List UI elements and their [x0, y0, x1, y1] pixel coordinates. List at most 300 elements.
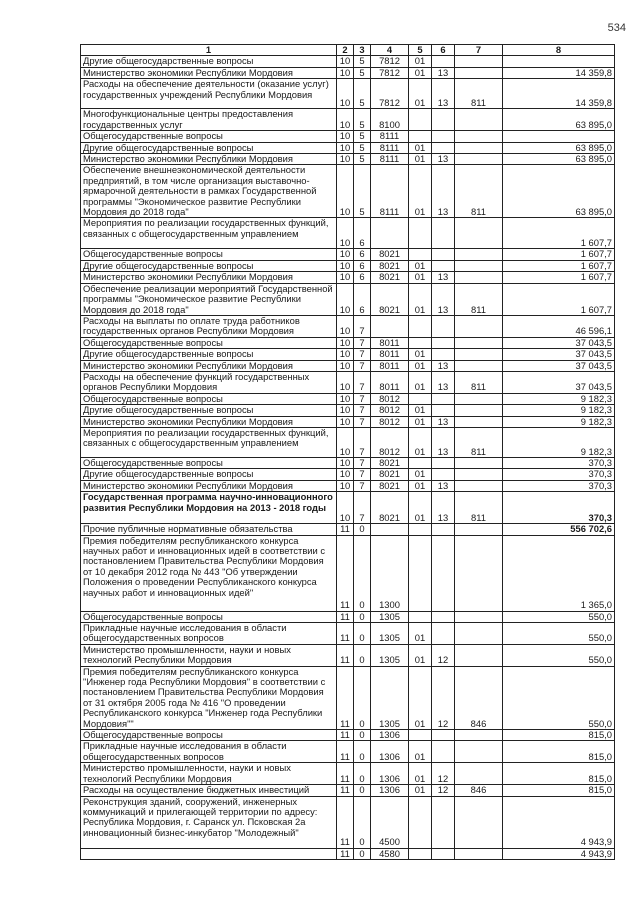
row-col5 — [409, 848, 432, 859]
row-col5 — [409, 337, 432, 348]
row-csr: 1306 — [371, 741, 409, 763]
row-rz: 11 — [337, 741, 354, 763]
row-name: Министерство экономики Республики Мордовия — [81, 67, 337, 78]
row-rz: 10 — [337, 249, 354, 260]
row-csr: 1306 — [371, 763, 409, 785]
row-csr: 4500 — [371, 796, 409, 848]
row-col6: 12 — [432, 666, 455, 729]
table-row — [81, 260, 615, 271]
budget-table — [80, 44, 615, 860]
row-csr: 8012 — [371, 393, 409, 404]
row-vr — [455, 644, 503, 666]
row-col6 — [432, 393, 455, 404]
row-pr: 0 — [354, 666, 371, 729]
row-col6 — [432, 457, 455, 468]
row-csr: 1305 — [371, 666, 409, 729]
row-pr: 6 — [354, 260, 371, 271]
row-pr: 6 — [354, 218, 371, 249]
row-col6: 13 — [432, 283, 455, 315]
row-csr: 8021 — [371, 469, 409, 480]
row-col5 — [409, 249, 432, 260]
row-col5: 01 — [409, 416, 432, 427]
row-pr: 0 — [354, 730, 371, 741]
row-col5: 01 — [409, 427, 432, 457]
table-row — [81, 109, 615, 131]
row-pr: 5 — [354, 142, 371, 153]
row-col6: 13 — [432, 492, 455, 524]
row-col6 — [432, 469, 455, 480]
row-pr: 0 — [354, 848, 371, 859]
row-col5: 01 — [409, 260, 432, 271]
row-vr — [455, 67, 503, 78]
row-name — [81, 848, 337, 859]
row-rz: 10 — [337, 469, 354, 480]
row-name: Реконструкция зданий, сооружений, инженерных коммуникаций и прилегающей территории по адресу: Республика Мордовия, г. Саранск ул. Псковская 2а инновационный бизнес-инкубатор "Молодежный" — [81, 796, 337, 848]
table-row — [81, 405, 615, 416]
row-rz: 11 — [337, 623, 354, 645]
row-col5: 01 — [409, 360, 432, 371]
row-amount: 37 043,5 — [503, 371, 615, 393]
table-row — [81, 349, 615, 360]
row-col5 — [409, 131, 432, 142]
table-row — [81, 67, 615, 78]
row-rz: 10 — [337, 56, 354, 67]
row-col5 — [409, 535, 432, 611]
row-name: Министерство экономики Республики Мордовия — [81, 360, 337, 371]
row-vr — [455, 480, 503, 491]
row-vr: 811 — [455, 427, 503, 457]
row-amount: 4 943,9 — [503, 848, 615, 859]
row-vr — [455, 730, 503, 741]
row-col5 — [409, 796, 432, 848]
row-vr — [455, 349, 503, 360]
row-vr: 811 — [455, 165, 503, 218]
table-row — [81, 535, 615, 611]
table-row — [81, 371, 615, 393]
row-name: Общегосударственные вопросы — [81, 611, 337, 622]
row-rz: 11 — [337, 524, 354, 535]
row-amount: 370,3 — [503, 469, 615, 480]
row-amount — [503, 56, 615, 67]
row-pr: 5 — [354, 154, 371, 165]
row-rz: 10 — [337, 405, 354, 416]
row-rz: 10 — [337, 427, 354, 457]
row-col5: 01 — [409, 644, 432, 666]
row-csr: 8021 — [371, 480, 409, 491]
table-row — [81, 142, 615, 153]
row-vr — [455, 337, 503, 348]
table-row — [81, 416, 615, 427]
row-amount: 1 607,7 — [503, 283, 615, 315]
row-rz: 10 — [337, 492, 354, 524]
row-csr: 7812 — [371, 56, 409, 67]
row-name: Обеспечение реализации мероприятий Государственной программы "Экономическое развитие Республики Мордовия до 2018 года" — [81, 283, 337, 315]
row-amount: 46 596,1 — [503, 315, 615, 337]
row-rz: 10 — [337, 154, 354, 165]
row-vr — [455, 457, 503, 468]
row-vr: 811 — [455, 371, 503, 393]
row-name: Расходы на обеспечение функций государственных органов Республики Мордовия — [81, 371, 337, 393]
row-col6 — [432, 315, 455, 337]
table-row — [81, 666, 615, 729]
row-rz: 10 — [337, 272, 354, 283]
row-pr: 6 — [354, 283, 371, 315]
row-pr: 0 — [354, 611, 371, 622]
row-amount: 1 607,7 — [503, 272, 615, 283]
row-col5: 01 — [409, 785, 432, 796]
row-amount: 815,0 — [503, 763, 615, 785]
row-amount: 815,0 — [503, 741, 615, 763]
row-csr: 7812 — [371, 67, 409, 78]
row-col6 — [432, 730, 455, 741]
table-row — [81, 131, 615, 142]
row-col5 — [409, 218, 432, 249]
row-col6 — [432, 524, 455, 535]
row-rz: 11 — [337, 848, 354, 859]
row-amount: 9 182,3 — [503, 427, 615, 457]
row-vr — [455, 416, 503, 427]
row-rz: 10 — [337, 260, 354, 271]
table-row — [81, 848, 615, 859]
row-amount: 370,3 — [503, 480, 615, 491]
row-col6 — [432, 142, 455, 153]
row-rz: 10 — [337, 283, 354, 315]
row-csr: 8011 — [371, 360, 409, 371]
row-rz: 10 — [337, 218, 354, 249]
table-row — [81, 611, 615, 622]
row-col5: 01 — [409, 480, 432, 491]
row-rz: 10 — [337, 393, 354, 404]
row-vr — [455, 360, 503, 371]
row-col5: 01 — [409, 666, 432, 729]
row-pr: 0 — [354, 785, 371, 796]
row-amount: 37 043,5 — [503, 337, 615, 348]
row-csr: 8012 — [371, 405, 409, 416]
row-col5: 01 — [409, 79, 432, 109]
row-col6 — [432, 623, 455, 645]
row-col5 — [409, 109, 432, 131]
row-name: Министерство экономики Республики Мордовия — [81, 272, 337, 283]
row-col6: 13 — [432, 67, 455, 78]
row-name: Общегосударственные вопросы — [81, 393, 337, 404]
row-col6 — [432, 249, 455, 260]
row-name: Общегосударственные вопросы — [81, 131, 337, 142]
row-col6 — [432, 611, 455, 622]
row-vr — [455, 218, 503, 249]
row-amount: 37 043,5 — [503, 360, 615, 371]
row-pr: 5 — [354, 67, 371, 78]
row-vr: 811 — [455, 79, 503, 109]
row-pr: 7 — [354, 405, 371, 416]
row-pr: 5 — [354, 165, 371, 218]
row-amount: 370,3 — [503, 492, 615, 524]
row-amount: 1 607,7 — [503, 260, 615, 271]
row-csr: 8021 — [371, 249, 409, 260]
row-csr: 8111 — [371, 142, 409, 153]
table-row — [81, 492, 615, 524]
row-rz: 10 — [337, 480, 354, 491]
header-col-3: 3 — [354, 45, 371, 56]
row-amount: 556 702,6 — [503, 524, 615, 535]
row-col6: 13 — [432, 165, 455, 218]
row-vr — [455, 142, 503, 153]
table-row — [81, 272, 615, 283]
row-vr — [455, 848, 503, 859]
header-col-5: 5 — [409, 45, 432, 56]
row-rz: 10 — [337, 131, 354, 142]
row-pr: 7 — [354, 457, 371, 468]
row-col6 — [432, 109, 455, 131]
table-row — [81, 730, 615, 741]
row-vr — [455, 249, 503, 260]
row-pr: 0 — [354, 623, 371, 645]
row-vr — [455, 154, 503, 165]
row-vr — [455, 611, 503, 622]
row-vr — [455, 315, 503, 337]
row-pr: 0 — [354, 644, 371, 666]
row-name: Министерство промышленности, науки и новых технологий Республики Мордовия — [81, 763, 337, 785]
row-vr — [455, 524, 503, 535]
row-csr: 8012 — [371, 416, 409, 427]
row-csr: 8011 — [371, 337, 409, 348]
row-rz: 11 — [337, 796, 354, 848]
row-csr: 1300 — [371, 535, 409, 611]
row-col6: 12 — [432, 763, 455, 785]
row-rz: 11 — [337, 785, 354, 796]
row-rz: 11 — [337, 666, 354, 729]
row-rz: 10 — [337, 142, 354, 153]
row-csr — [371, 315, 409, 337]
row-pr: 5 — [354, 79, 371, 109]
row-vr — [455, 56, 503, 67]
table-row — [81, 337, 615, 348]
row-name: Премия победителям республиканского конкурса научных работ и инновационных идей в соответствии с постановлением Правительства Республики Мордовия от 10 декабря 2012 года № 443 "Об утверждении Положения о проведении Республиканского конкурса научных работ и инновационных идей" — [81, 535, 337, 611]
row-pr: 7 — [354, 492, 371, 524]
row-rz: 10 — [337, 67, 354, 78]
row-amount: 1 365,0 — [503, 535, 615, 611]
row-name: Министерство экономики Республики Мордовия — [81, 416, 337, 427]
row-col6: 13 — [432, 272, 455, 283]
row-csr: 1305 — [371, 623, 409, 645]
row-amount — [503, 131, 615, 142]
row-col6 — [432, 260, 455, 271]
table-row — [81, 56, 615, 67]
row-csr: 7812 — [371, 79, 409, 109]
row-amount: 550,0 — [503, 644, 615, 666]
row-name: Государственная программа научно-инновационного развития Республики Мордовия на 2013 - 2018 годы — [81, 492, 337, 524]
table-row — [81, 796, 615, 848]
row-csr: 8021 — [371, 260, 409, 271]
header-col-4: 4 — [371, 45, 409, 56]
table-row — [81, 315, 615, 337]
row-col5: 01 — [409, 492, 432, 524]
row-csr: 8111 — [371, 131, 409, 142]
row-col5: 01 — [409, 165, 432, 218]
row-amount: 550,0 — [503, 623, 615, 645]
row-amount: 550,0 — [503, 666, 615, 729]
row-name: Другие общегосударственные вопросы — [81, 142, 337, 153]
row-pr: 5 — [354, 131, 371, 142]
row-col5: 01 — [409, 56, 432, 67]
table-row — [81, 249, 615, 260]
row-col5 — [409, 730, 432, 741]
row-name: Многофункциональные центры предоставления государственных услуг — [81, 109, 337, 131]
row-col5: 01 — [409, 154, 432, 165]
row-col5: 01 — [409, 469, 432, 480]
table-row — [81, 360, 615, 371]
header-col-2: 2 — [337, 45, 354, 56]
row-name: Министерство экономики Республики Мордовия — [81, 480, 337, 491]
row-col5 — [409, 524, 432, 535]
table-row — [81, 524, 615, 535]
row-rz: 10 — [337, 79, 354, 109]
row-rz: 10 — [337, 165, 354, 218]
row-amount: 815,0 — [503, 785, 615, 796]
row-vr — [455, 260, 503, 271]
row-pr: 5 — [354, 109, 371, 131]
row-name: Министерство экономики Республики Мордовия — [81, 154, 337, 165]
row-name: Министерство промышленности, науки и новых технологий Республики Мордовия — [81, 644, 337, 666]
row-csr: 1306 — [371, 730, 409, 741]
table-row — [81, 393, 615, 404]
row-col5 — [409, 611, 432, 622]
row-pr: 7 — [354, 427, 371, 457]
row-name: Мероприятия по реализации государственных функций, связанных с общегосударственным управлением — [81, 218, 337, 249]
row-vr — [455, 405, 503, 416]
row-col5: 01 — [409, 741, 432, 763]
row-col6 — [432, 56, 455, 67]
table-row — [81, 763, 615, 785]
row-pr: 7 — [354, 416, 371, 427]
row-name: Другие общегосударственные вопросы — [81, 260, 337, 271]
row-vr — [455, 469, 503, 480]
row-rz: 10 — [337, 457, 354, 468]
row-name: Общегосударственные вопросы — [81, 457, 337, 468]
row-col5: 01 — [409, 763, 432, 785]
row-name: Другие общегосударственные вопросы — [81, 405, 337, 416]
row-name: Общегосударственные вопросы — [81, 730, 337, 741]
row-vr: 846 — [455, 785, 503, 796]
row-pr: 7 — [354, 315, 371, 337]
row-vr: 811 — [455, 492, 503, 524]
row-pr: 7 — [354, 480, 371, 491]
row-amount: 63 895,0 — [503, 165, 615, 218]
row-csr: 1305 — [371, 611, 409, 622]
row-csr — [371, 524, 409, 535]
row-csr: 8011 — [371, 349, 409, 360]
table-row — [81, 154, 615, 165]
row-rz: 10 — [337, 360, 354, 371]
row-amount: 63 895,0 — [503, 154, 615, 165]
row-vr — [455, 109, 503, 131]
row-name: Расходы на выплаты по оплате труда работников государственных органов Республики Мордовия — [81, 315, 337, 337]
table-row — [81, 218, 615, 249]
row-csr: 8100 — [371, 109, 409, 131]
row-col6: 13 — [432, 154, 455, 165]
row-amount: 550,0 — [503, 611, 615, 622]
row-pr: 6 — [354, 249, 371, 260]
row-vr — [455, 623, 503, 645]
table-row — [81, 469, 615, 480]
row-col5: 01 — [409, 283, 432, 315]
row-amount: 4 943,9 — [503, 796, 615, 848]
row-amount: 63 895,0 — [503, 109, 615, 131]
row-pr: 7 — [354, 393, 371, 404]
row-amount: 63 895,0 — [503, 142, 615, 153]
row-pr: 0 — [354, 763, 371, 785]
row-col6: 13 — [432, 416, 455, 427]
row-pr: 7 — [354, 349, 371, 360]
row-col6 — [432, 848, 455, 859]
table-row — [81, 79, 615, 109]
table-row — [81, 480, 615, 491]
row-pr: 6 — [354, 272, 371, 283]
row-rz: 10 — [337, 371, 354, 393]
row-pr: 7 — [354, 469, 371, 480]
row-name: Расходы на обеспечение деятельности (оказание услуг) государственных учреждений Республики Мордовия — [81, 79, 337, 109]
row-name: Премия победителям республиканского конкурса "Инженер года Республики Мордовия" в соответствии с постановлением Правительства Республики Мордовия от 31 октября 2005 года № 416 "О проведении Республиканского конкурса "Инженер года Республики Мордовия"" — [81, 666, 337, 729]
row-csr: 8012 — [371, 427, 409, 457]
row-amount: 9 182,3 — [503, 393, 615, 404]
row-name: Другие общегосударственные вопросы — [81, 56, 337, 67]
row-col6 — [432, 405, 455, 416]
row-name: Расходы на осуществление бюджетных инвестиций — [81, 785, 337, 796]
row-rz: 10 — [337, 337, 354, 348]
row-amount: 815,0 — [503, 730, 615, 741]
row-amount: 370,3 — [503, 457, 615, 468]
table-row — [81, 785, 615, 796]
table-row — [81, 427, 615, 457]
row-vr — [455, 131, 503, 142]
row-rz: 10 — [337, 416, 354, 427]
table-row — [81, 623, 615, 645]
row-col5: 01 — [409, 405, 432, 416]
row-amount: 37 043,5 — [503, 349, 615, 360]
row-col5: 01 — [409, 272, 432, 283]
row-pr: 5 — [354, 56, 371, 67]
row-col5: 01 — [409, 67, 432, 78]
row-vr: 811 — [455, 283, 503, 315]
header-col-1: 1 — [81, 45, 337, 56]
row-csr: 1306 — [371, 785, 409, 796]
row-col5: 01 — [409, 142, 432, 153]
row-vr — [455, 272, 503, 283]
row-col6 — [432, 218, 455, 249]
row-name: Другие общегосударственные вопросы — [81, 349, 337, 360]
row-rz: 11 — [337, 535, 354, 611]
header-col-8: 8 — [503, 45, 615, 56]
row-vr — [455, 393, 503, 404]
row-col6: 13 — [432, 480, 455, 491]
row-csr: 8021 — [371, 283, 409, 315]
page-number: 534 — [607, 22, 626, 34]
row-rz: 11 — [337, 763, 354, 785]
row-pr: 7 — [354, 371, 371, 393]
row-vr — [455, 535, 503, 611]
row-pr: 7 — [354, 337, 371, 348]
row-col6: 13 — [432, 371, 455, 393]
table-row — [81, 165, 615, 218]
row-csr: 8011 — [371, 371, 409, 393]
row-name: Мероприятия по реализации государственных функций, связанных с общегосударственным управлением — [81, 427, 337, 457]
row-vr — [455, 763, 503, 785]
table-row — [81, 283, 615, 315]
row-col6 — [432, 741, 455, 763]
row-name: Другие общегосударственные вопросы — [81, 469, 337, 480]
table-row — [81, 457, 615, 468]
row-name: Обеспечение внешнеэкономической деятельности предприятий, в том числе организация выставочно-ярмарочной деятельности в рамках Государственной программы "Экономическое развитие Республики Мордовия до 2018 года" — [81, 165, 337, 218]
row-name: Прикладные научные исследования в области общегосударственных вопросов — [81, 741, 337, 763]
